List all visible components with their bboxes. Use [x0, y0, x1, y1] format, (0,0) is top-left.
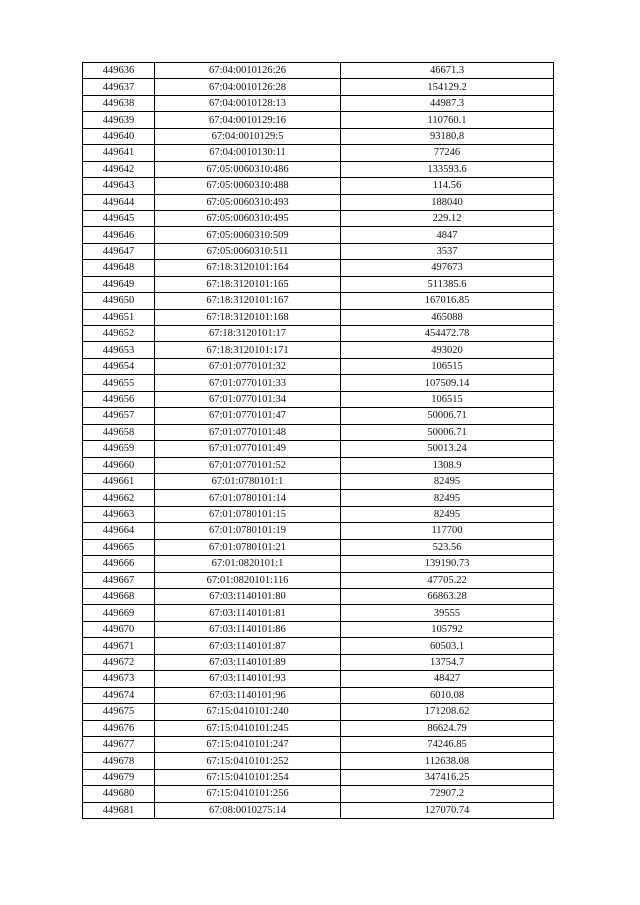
value-cell: 117700 — [341, 523, 554, 539]
row-number-cell: 449643 — [83, 178, 155, 194]
table-row — [83, 769, 554, 785]
row-number-cell: 449657 — [83, 408, 155, 424]
cadastral-number-cell: 67:01:0780101:1 — [155, 473, 341, 489]
table-row — [83, 556, 554, 572]
row-number-cell: 449658 — [83, 424, 155, 440]
row-number-cell: 449666 — [83, 556, 155, 572]
value-cell: 167016.85 — [341, 293, 554, 309]
value-cell: 47705.22 — [341, 572, 554, 588]
cadastral-number-cell: 67:01:0780101:21 — [155, 539, 341, 555]
row-number-cell: 449667 — [83, 572, 155, 588]
value-cell: 454472.78 — [341, 326, 554, 342]
row-number-cell: 449652 — [83, 326, 155, 342]
table-row — [83, 473, 554, 489]
value-cell: 77246 — [341, 145, 554, 161]
row-number-cell: 449638 — [83, 95, 155, 111]
table-row — [83, 95, 554, 111]
row-number-cell: 449673 — [83, 671, 155, 687]
row-number-cell: 449647 — [83, 243, 155, 259]
row-number-cell: 449639 — [83, 112, 155, 128]
value-cell: 3537 — [341, 243, 554, 259]
table-row — [83, 671, 554, 687]
table-row — [83, 704, 554, 720]
row-number-cell: 449641 — [83, 145, 155, 161]
cadastral-number-cell: 67:01:0820101:1 — [155, 556, 341, 572]
value-cell: 74246.85 — [341, 736, 554, 752]
cadastral-number-cell: 67:03:1140101:87 — [155, 638, 341, 654]
table-row — [83, 605, 554, 621]
row-number-cell: 449656 — [83, 391, 155, 407]
table-row — [83, 506, 554, 522]
cadastral-number-cell: 67:04:0010129:16 — [155, 112, 341, 128]
table-row — [83, 424, 554, 440]
value-cell: 82495 — [341, 506, 554, 522]
table-row — [83, 802, 554, 818]
table-row — [83, 293, 554, 309]
value-cell: 50006.71 — [341, 424, 554, 440]
value-cell: 13754.7 — [341, 654, 554, 670]
value-cell: 46671.3 — [341, 63, 554, 79]
cadastral-number-cell: 67:01:0770101:32 — [155, 358, 341, 374]
cadastral-number-cell: 67:01:0770101:34 — [155, 391, 341, 407]
table-row — [83, 210, 554, 226]
row-number-cell: 449659 — [83, 441, 155, 457]
value-cell: 93180.8 — [341, 128, 554, 144]
table-row — [83, 391, 554, 407]
value-cell: 465088 — [341, 309, 554, 325]
table-row — [83, 621, 554, 637]
value-cell: 50006.71 — [341, 408, 554, 424]
row-number-cell: 449665 — [83, 539, 155, 555]
value-cell: 50013.24 — [341, 441, 554, 457]
value-cell: 39555 — [341, 605, 554, 621]
table-row — [83, 276, 554, 292]
row-number-cell: 449654 — [83, 358, 155, 374]
row-number-cell: 449640 — [83, 128, 155, 144]
value-cell: 6010.08 — [341, 687, 554, 703]
cadastral-number-cell: 67:08:0010275:14 — [155, 802, 341, 818]
cadastral-number-cell: 67:01:0770101:48 — [155, 424, 341, 440]
value-cell: 114.56 — [341, 178, 554, 194]
cadastral-number-cell: 67:04:0010130:11 — [155, 145, 341, 161]
table-row — [83, 63, 554, 79]
cadastral-number-cell: 67:03:1140101:80 — [155, 589, 341, 605]
value-cell: 497673 — [341, 260, 554, 276]
table-row — [83, 654, 554, 670]
row-number-cell: 449664 — [83, 523, 155, 539]
row-number-cell: 449669 — [83, 605, 155, 621]
table-row — [83, 194, 554, 210]
table-row — [83, 408, 554, 424]
row-number-cell: 449668 — [83, 589, 155, 605]
value-cell: 110760.1 — [341, 112, 554, 128]
table-row — [83, 145, 554, 161]
cadastral-number-cell: 67:04:0010129:5 — [155, 128, 341, 144]
value-cell: 188040 — [341, 194, 554, 210]
table-row — [83, 309, 554, 325]
value-cell: 229.12 — [341, 210, 554, 226]
cadastral-number-cell: 67:03:1140101:96 — [155, 687, 341, 703]
cadastral-number-cell: 67:01:0820101:116 — [155, 572, 341, 588]
row-number-cell: 449676 — [83, 720, 155, 736]
table-row — [83, 260, 554, 276]
cadastral-number-cell: 67:15:0410101:247 — [155, 736, 341, 752]
cadastral-number-cell: 67:15:0410101:252 — [155, 753, 341, 769]
row-number-cell: 449678 — [83, 753, 155, 769]
table-row — [83, 128, 554, 144]
table-row — [83, 112, 554, 128]
row-number-cell: 449662 — [83, 490, 155, 506]
cadastral-number-cell: 67:01:0780101:15 — [155, 506, 341, 522]
row-number-cell: 449636 — [83, 63, 155, 79]
table-row — [83, 638, 554, 654]
row-number-cell: 449637 — [83, 79, 155, 95]
value-cell: 139190.73 — [341, 556, 554, 572]
row-number-cell: 449681 — [83, 802, 155, 818]
row-number-cell: 449660 — [83, 457, 155, 473]
row-number-cell: 449672 — [83, 654, 155, 670]
value-cell: 347416.25 — [341, 769, 554, 785]
cadastral-number-cell: 67:05:0060310:488 — [155, 178, 341, 194]
cadastral-number-cell: 67:01:0770101:49 — [155, 441, 341, 457]
table-row — [83, 342, 554, 358]
row-number-cell: 449649 — [83, 276, 155, 292]
value-cell: 1308.9 — [341, 457, 554, 473]
row-number-cell: 449680 — [83, 786, 155, 802]
value-cell: 154129.2 — [341, 79, 554, 95]
row-number-cell: 449674 — [83, 687, 155, 703]
value-cell: 82495 — [341, 473, 554, 489]
table-row — [83, 736, 554, 752]
row-number-cell: 449675 — [83, 704, 155, 720]
table-row — [83, 358, 554, 374]
table-row — [83, 178, 554, 194]
cadastral-number-cell: 67:03:1140101:86 — [155, 621, 341, 637]
value-cell: 106515 — [341, 391, 554, 407]
row-number-cell: 449671 — [83, 638, 155, 654]
row-number-cell: 449650 — [83, 293, 155, 309]
cadastral-number-cell: 67:03:1140101:89 — [155, 654, 341, 670]
cadastral-number-cell: 67:18:3120101:168 — [155, 309, 341, 325]
cadastral-number-cell: 67:03:1140101:81 — [155, 605, 341, 621]
table-row — [83, 539, 554, 555]
value-cell: 112638.08 — [341, 753, 554, 769]
cadastral-number-cell: 67:15:0410101:240 — [155, 704, 341, 720]
row-number-cell: 449670 — [83, 621, 155, 637]
cadastral-number-cell: 67:01:0770101:33 — [155, 375, 341, 391]
table-row — [83, 326, 554, 342]
cadastral-number-cell: 67:18:3120101:171 — [155, 342, 341, 358]
table-row — [83, 720, 554, 736]
value-cell: 511385.6 — [341, 276, 554, 292]
row-number-cell: 449655 — [83, 375, 155, 391]
value-cell: 60503.1 — [341, 638, 554, 654]
value-cell: 106515 — [341, 358, 554, 374]
table-row — [83, 375, 554, 391]
cadastral-number-cell: 67:03:1140101:93 — [155, 671, 341, 687]
row-number-cell: 449646 — [83, 227, 155, 243]
value-cell: 105792 — [341, 621, 554, 637]
value-cell: 171208.62 — [341, 704, 554, 720]
value-cell: 82495 — [341, 490, 554, 506]
row-number-cell: 449642 — [83, 161, 155, 177]
cadastral-number-cell: 67:05:0060310:495 — [155, 210, 341, 226]
value-cell: 133593.6 — [341, 161, 554, 177]
cadastral-number-cell: 67:05:0060310:511 — [155, 243, 341, 259]
cadastral-number-cell: 67:15:0410101:256 — [155, 786, 341, 802]
cadastral-number-cell: 67:01:0780101:19 — [155, 523, 341, 539]
table-row — [83, 523, 554, 539]
row-number-cell: 449644 — [83, 194, 155, 210]
table-row — [83, 687, 554, 703]
table-row — [83, 753, 554, 769]
table-row — [83, 589, 554, 605]
table-row — [83, 490, 554, 506]
value-cell: 48427 — [341, 671, 554, 687]
cadastral-number-cell: 67:15:0410101:254 — [155, 769, 341, 785]
cadastral-number-cell: 67:01:0770101:47 — [155, 408, 341, 424]
row-number-cell: 449645 — [83, 210, 155, 226]
table-row — [83, 457, 554, 473]
row-number-cell: 449663 — [83, 506, 155, 522]
cadastral-number-cell: 67:04:0010126:26 — [155, 63, 341, 79]
cadastral-number-cell: 67:01:0770101:52 — [155, 457, 341, 473]
table-row — [83, 243, 554, 259]
row-number-cell: 449653 — [83, 342, 155, 358]
value-cell: 523.56 — [341, 539, 554, 555]
cadastral-number-cell: 67:05:0060310:486 — [155, 161, 341, 177]
row-number-cell: 449651 — [83, 309, 155, 325]
value-cell: 107509.14 — [341, 375, 554, 391]
cadastral-number-cell: 67:05:0060310:509 — [155, 227, 341, 243]
table-row — [83, 79, 554, 95]
table-row — [83, 161, 554, 177]
value-cell: 493020 — [341, 342, 554, 358]
table-row — [83, 572, 554, 588]
cadastral-number-cell: 67:18:3120101:17 — [155, 326, 341, 342]
value-cell: 127070.74 — [341, 802, 554, 818]
value-cell: 44987.3 — [341, 95, 554, 111]
value-cell: 72907.2 — [341, 786, 554, 802]
row-number-cell: 449677 — [83, 736, 155, 752]
table-row — [83, 441, 554, 457]
cadastral-number-cell: 67:18:3120101:167 — [155, 293, 341, 309]
cadastral-number-cell: 67:04:0010128:13 — [155, 95, 341, 111]
cadastral-number-cell: 67:15:0410101:245 — [155, 720, 341, 736]
cadastral-number-cell: 67:18:3120101:164 — [155, 260, 341, 276]
table-row — [83, 227, 554, 243]
value-cell: 66863.28 — [341, 589, 554, 605]
cadastral-number-cell: 67:04:0010126:28 — [155, 79, 341, 95]
row-number-cell: 449648 — [83, 260, 155, 276]
table-body — [83, 63, 554, 819]
cadastral-number-cell: 67:18:3120101:165 — [155, 276, 341, 292]
value-cell: 4847 — [341, 227, 554, 243]
cadastral-number-cell: 67:05:0060310:493 — [155, 194, 341, 210]
row-number-cell: 449679 — [83, 769, 155, 785]
cadastral-number-cell: 67:01:0780101:14 — [155, 490, 341, 506]
row-number-cell: 449661 — [83, 473, 155, 489]
data-table — [82, 62, 554, 819]
table-row — [83, 786, 554, 802]
value-cell: 86624.79 — [341, 720, 554, 736]
